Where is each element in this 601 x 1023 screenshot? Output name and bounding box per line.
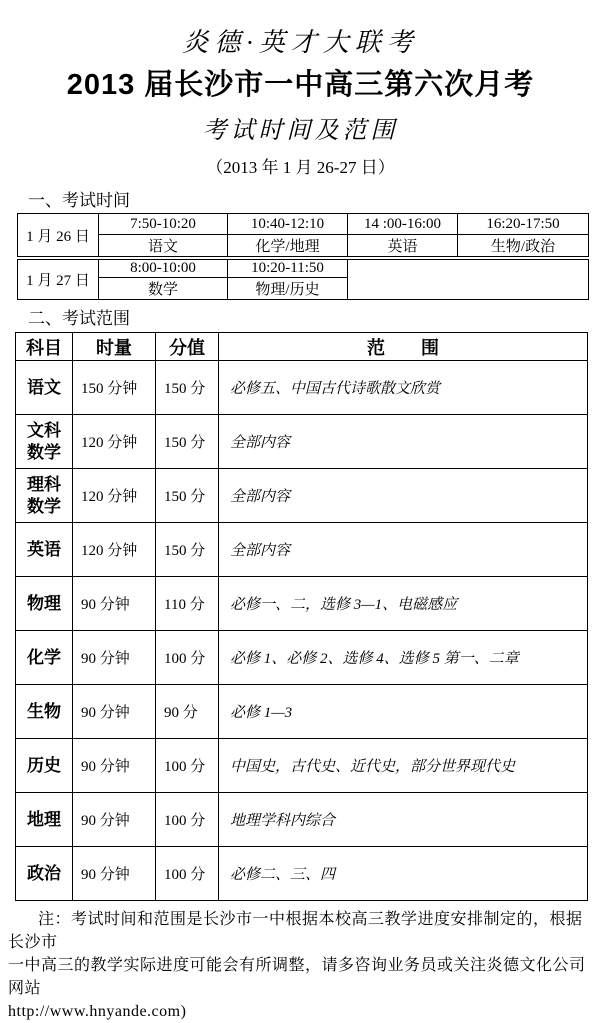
day2-time-cell: 8:00-10:00 [99, 260, 228, 278]
table-row [16, 685, 588, 739]
duration-cell: 150 分钟 [73, 361, 156, 415]
scope-header-row [16, 333, 588, 361]
column-header-range: 范 围 [219, 333, 588, 361]
day1-subject-cell: 语文 [99, 235, 228, 257]
duration-cell: 90 分钟 [73, 685, 156, 739]
score-cell: 100 分 [156, 793, 219, 847]
day1-subject-cell: 化学/地理 [228, 235, 348, 257]
subject-cell: 文科数学 [16, 415, 73, 469]
day2-time-cell: 10:20-11:50 [228, 260, 348, 278]
column-header-subject: 科目 [16, 333, 73, 361]
day1-date-cell: 1 月 26 日 [18, 214, 99, 257]
score-cell: 100 分 [156, 739, 219, 793]
subject-cell: 生物 [16, 685, 73, 739]
score-cell: 100 分 [156, 631, 219, 685]
table-row [16, 739, 588, 793]
score-cell: 150 分 [156, 523, 219, 577]
table-row [16, 469, 588, 523]
range-cell: 必修一、二，选修 3—1、电磁感应 [219, 577, 588, 631]
score-cell: 150 分 [156, 361, 219, 415]
date-range: （2013 年 1 月 26-27 日） [206, 158, 395, 177]
duration-cell: 120 分钟 [73, 415, 156, 469]
duration-cell: 90 分钟 [73, 793, 156, 847]
table-row [18, 235, 589, 257]
column-header-score: 分值 [156, 333, 219, 361]
range-cell: 中国史，古代史、近代史，部分世界现代史 [219, 739, 588, 793]
range-cell: 全部内容 [219, 415, 588, 469]
day1-time-cell: 16:20-17:50 [458, 214, 589, 235]
day2-subject-cell: 物理/历史 [228, 278, 348, 300]
score-cell: 110 分 [156, 577, 219, 631]
subject-cell: 政治 [16, 847, 73, 901]
duration-cell: 90 分钟 [73, 739, 156, 793]
footer-note-url: http://www.hnyande.com) [8, 1003, 187, 1020]
duration-cell: 120 分钟 [73, 469, 156, 523]
brand-title: 炎德·英才大联考 [182, 28, 419, 57]
range-cell: 地理学科内综合 [219, 793, 588, 847]
table-row [16, 793, 588, 847]
section-heading-exam-scope: 二、考试范围 [28, 309, 130, 328]
duration-cell: 90 分钟 [73, 847, 156, 901]
schedule-table-day2 [17, 259, 589, 300]
subject-cell: 语文 [16, 361, 73, 415]
column-header-duration: 时量 [73, 333, 156, 361]
subject-cell: 物理 [16, 577, 73, 631]
subject-cell: 地理 [16, 793, 73, 847]
footer-note [8, 908, 593, 1023]
table-row [16, 577, 588, 631]
day1-time-cell: 10:40-12:10 [228, 214, 348, 235]
table-row [16, 847, 588, 901]
table-row [18, 260, 589, 278]
range-cell: 必修五、中国古代诗歌散文欣赏 [219, 361, 588, 415]
range-cell: 全部内容 [219, 523, 588, 577]
range-cell: 必修 1—3 [219, 685, 588, 739]
schedule-table-day1 [17, 213, 589, 257]
day2-date-cell: 1 月 27 日 [18, 260, 99, 300]
section-heading-exam-time: 一、考试时间 [28, 191, 130, 210]
table-row [16, 361, 588, 415]
day2-subject-cell: 数学 [99, 278, 228, 300]
day1-time-cell: 14 :00-16:00 [348, 214, 458, 235]
score-cell: 100 分 [156, 847, 219, 901]
table-row [16, 631, 588, 685]
score-cell: 150 分 [156, 469, 219, 523]
range-cell: 必修 1、必修 2、选修 4、选修 5 第一、二章 [219, 631, 588, 685]
day1-subject-cell: 英语 [348, 235, 458, 257]
score-cell: 150 分 [156, 415, 219, 469]
table-row [16, 523, 588, 577]
duration-cell: 120 分钟 [73, 523, 156, 577]
subject-cell: 英语 [16, 523, 73, 577]
subject-cell: 化学 [16, 631, 73, 685]
range-cell: 必修二、三、四 [219, 847, 588, 901]
doc-subtitle: 考试时间及范围 [202, 118, 399, 144]
duration-cell: 90 分钟 [73, 631, 156, 685]
duration-cell: 90 分钟 [73, 577, 156, 631]
range-cell: 全部内容 [219, 469, 588, 523]
subject-cell: 历史 [16, 739, 73, 793]
score-cell: 90 分 [156, 685, 219, 739]
day2-empty-cell [348, 260, 589, 300]
day1-subject-cell: 生物/政治 [458, 235, 589, 257]
table-row [18, 214, 589, 235]
scope-table [15, 332, 588, 901]
day1-time-cell: 7:50-10:20 [99, 214, 228, 235]
subject-cell: 理科数学 [16, 469, 73, 523]
footer-note-line: 一中高三的教学实际进度可能会有所调整，请多咨询业务员或关注炎德文化公司网站 [8, 957, 586, 997]
footer-note-line: 注：考试时间和范围是长沙市一中根据本校高三教学进度安排制定的，根据长沙市 [8, 911, 583, 951]
page-title: 2013 届长沙市一中高三第六次月考 [66, 69, 535, 101]
table-row [16, 415, 588, 469]
